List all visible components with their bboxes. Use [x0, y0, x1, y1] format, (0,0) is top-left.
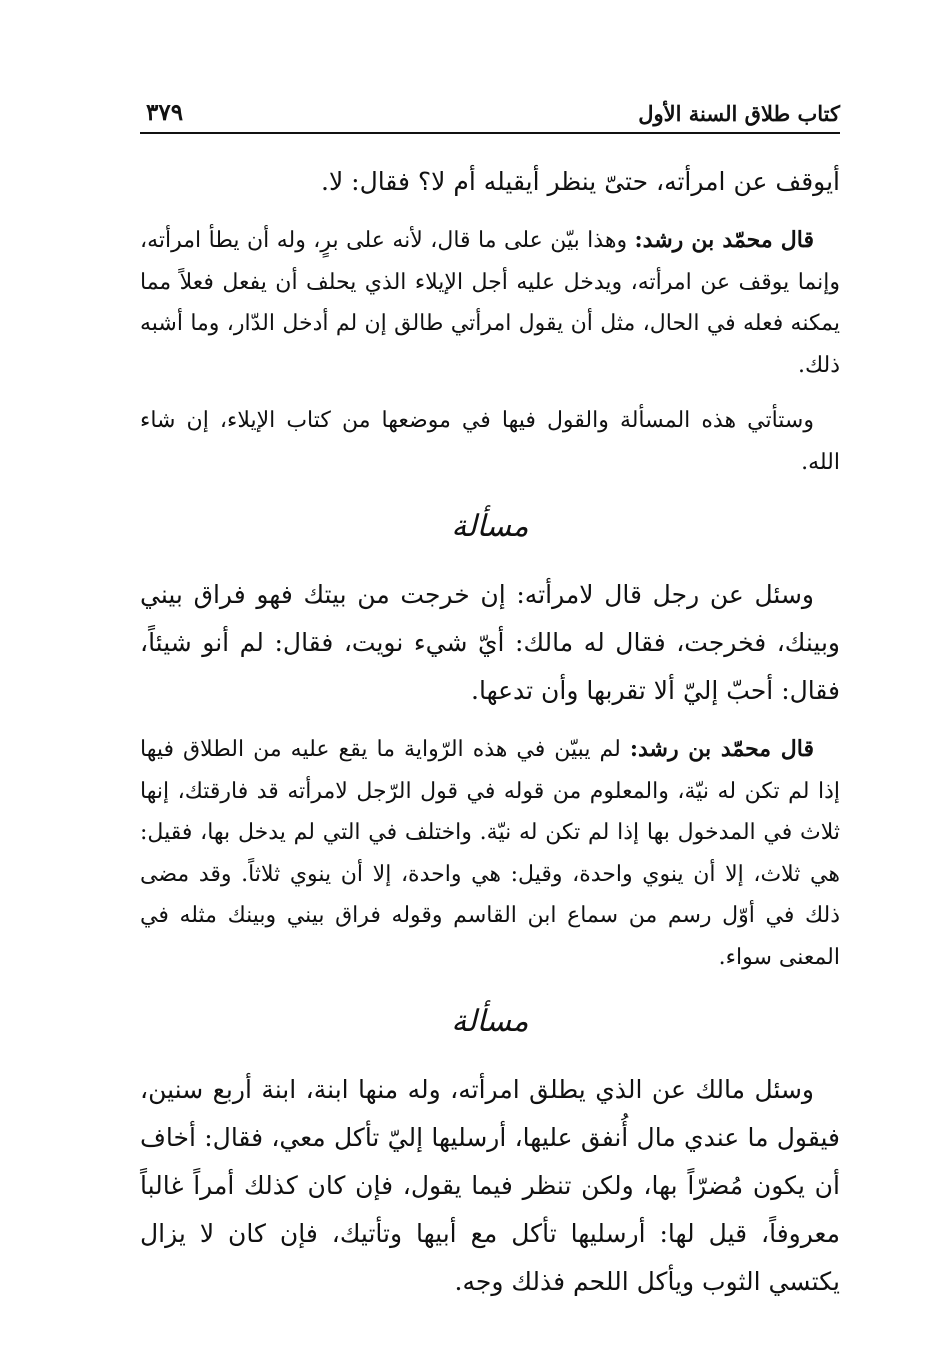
paragraph-4: وسئل عن رجل قال لامرأته: إن خرجت من بيتك فهو فراق بيني وبينك، فخرجت، فقال له مالك: أيّ شيء نويت، فقال: لم أنو شيئاً، فقال: أحبّ إليّ ألا تقربها وأن تدعها.	[140, 580, 840, 705]
paragraph-5	[140, 729, 840, 978]
section-heading-1: مسألة	[451, 509, 529, 544]
paragraph-2	[140, 220, 840, 386]
speaker-label: قال محمّد بن رشد:	[629, 736, 814, 762]
paragraph-1: أيوقف عن امرأته، حتىّ ينظر أيقيله أم لا؟ فقال: لا.	[321, 167, 840, 196]
paragraph-5-text: لم يبيّن في هذه الرّواية ما يقع عليه من الطلاق فيها إذا لم تكن له نيّة، والمعلوم من قوله في قول الرّجل لامرأته قد فارقتك، إنها ثلاث في المدخول بها إذا لم تكن له نيّة. واختلف في التي لم يدخل بها، فقيل: هي ثلاث، إلا أن ينوي واحدة، وقيل: هي واحدة، إلا أن ينوي ثلاثاً. وقد مضى ذلك في أوّل رسم من سماع ابن القاسم وقوله فراق بيني وبينك مثله في المعنى سواء.	[140, 737, 840, 970]
page-number: ٣٧٩	[146, 99, 184, 126]
paragraph-6: وسئل مالك عن الذي يطلق امرأته، وله منها ابنة، ابنة أربع سنين، فيقول ما عندي مال أُنفق عليها، أرسليها إليّ تأكل معي، فقال: أخاف أن يكون مُضرّاً بها، ولكن تنظر فيما يقول، فإن كان كذلك أمراً غالباً معروفاً، قيل لها: أرسليها تأكل مع أبيها وتأتيك، فإن كان لا يزال يكتسي الثوب ويأكل اللحم فذلك وجه.	[140, 1075, 840, 1296]
speaker-label: قال محمّد بن رشد:	[634, 227, 814, 253]
running-title: كتاب طلاق السنة الأول	[638, 101, 840, 126]
paragraph-2-text: وهذا بيّن على ما قال، لأنه على برٍ، وله أن يطأ امرأته، وإنما يوقف عن امرأته، ويدخل عليه أجل الإيلاء الذي يحلف أن يفعل فعلاً مما يمكنه فعله في الحال، مثل أن يقول امرأتي طالق إن لم أدخل الدّار، وما أشبه ذلك.	[140, 228, 840, 378]
running-header	[140, 84, 840, 134]
section-heading-2: مسألة	[451, 1004, 529, 1039]
paragraph-3: وستأتي هذه المسألة والقول فيها في موضعها من كتاب الإيلاء، إن شاء الله.	[140, 408, 840, 475]
page-body	[140, 158, 840, 1320]
